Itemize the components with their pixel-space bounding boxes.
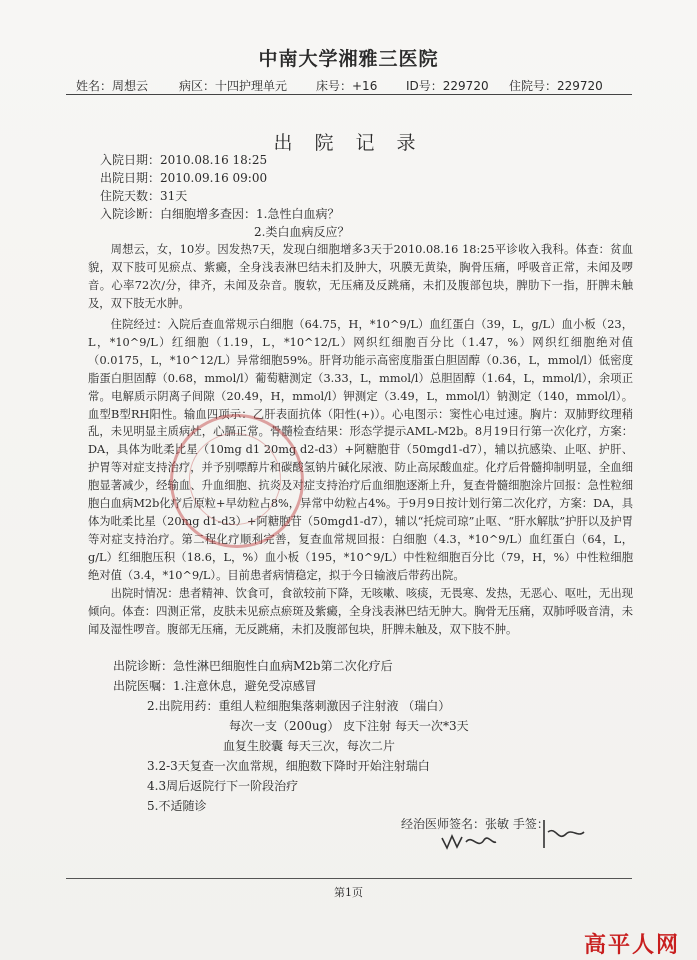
page-number: 第1页	[334, 886, 363, 899]
discharge-diagnosis: 出院诊断：急性淋巴细胞性白血病M2b第二次化疗后	[113, 659, 393, 673]
discharge-orders-2-dose: 每次一支（200ug） 皮下注射 每天一次*3天	[229, 719, 469, 733]
discharge-orders-4: 4.3周后返院行下一阶段治疗	[147, 779, 299, 793]
hospital-name: 中南大学湘雅三医院	[258, 48, 439, 70]
handwritten-signature-2	[538, 816, 588, 852]
admit-date: 入院日期：2010.08.16 18:25	[100, 153, 268, 167]
ward: 病区：十四护理单元	[179, 79, 288, 93]
admission-number: 住院号：229720	[509, 79, 603, 93]
discharge-orders-3: 3.2-3天复查一次血常规，细胞数下降时开始注射瑞白	[147, 759, 430, 773]
discharge-orders-5: 5.不适随诊	[147, 799, 207, 813]
patient-name: 姓名：周想云	[76, 79, 149, 93]
admission-diagnosis-2: 2.类白血病反应？	[254, 225, 350, 239]
doctor-signature-label: 经治医师签名：张敏 手签：	[401, 817, 549, 831]
document-title: 出 院 记 录	[273, 132, 424, 154]
bed-number: 床号：+16	[316, 79, 378, 93]
discharge-orders-2-drug2: 血复生胶囊 每天三次，每次二片	[223, 739, 395, 753]
discharge-date: 出院日期：2010.09.16 09:00	[100, 171, 268, 185]
course-paragraph: 住院经过：入院后查血常规示白细胞（64.75，H，*10^9/L）血红蛋白（39，L，g/L）血小板（23，L，*10^9/L）红细胞（1.19，L，*10^12/L）网织红细胞百分比（1.47，%）网织红细胞绝对值（0.0175，L，*10^12/L）异常细胞59%。肝肾功能示高密度脂蛋白胆固醇（0.36，L，mmol/l）低密度脂蛋白胆固醇（0.68，mmol/l）葡萄糖测定（3.33，L，mmol/l）总胆固醇（1.64，L，mmol/l），余项正常。电解质示阴离子间隙（20.49，H，mmol/l）钾测定（3.49，L，mmol/l）钠测定（140，mmol/l）。血型B型RH阳性。输血四项示：乙肝表面抗体（阳性(+)）。心电图示：窦性心电过速。胸片：双肺野纹理稍乱，未见明显主质病灶，心膈正常。骨髓检查结果：形态学提示AML-M2b。8月19日行第一次化疗，方案：DA，具体为吡柔比星（10mg d1 20mg d2-d3）+阿糖胞苷（50mgd1-d7），辅以抗感染、止呕、护肝、护胃等对症支持治疗，并予别嘌醇片和碳酸氢钠片碱化尿液、防止高尿酸血症。化疗后骨髓抑制明显，全血细胞显著减少，经输血、升血细胞、抗炎及对症支持治疗后血细胞逐渐上升，复查骨髓细胞涂片回报：急性粒细胞白血病M2b化疗后原粒+早幼粒占8%，异常中幼粒占4%。于9月9日按计划行第二次化疗，方案：DA，具体为吡柔比星（20mg d1-d3）+阿糖胞苷（50mgd1-d7），辅以“托烷司琼”止呕、“肝水解肽”护肝以及护胃等对症支持治疗。第二程化疗顺利完善，复查血常规回报：白细胞（4.3，*10^9/L）血红蛋白（64，L，g/L）红细胞压积（18.6，L，%）血小板（195，*10^9/L）中性粒细胞百分比（79，H，%）中性粒细胞绝对值（3.4，*10^9/L）。目前患者病情稳定，拟于今日输液后带药出院。	[88, 318, 633, 582]
patient-id: ID号：229720	[406, 79, 489, 93]
handwritten-signature-1	[438, 828, 498, 854]
watermark-logo: 高平人网	[584, 933, 681, 958]
discharge-status-paragraph: 出院时情况：患者精神、饮食可，食欲较前下降，无咳嗽、咳痰，无畏寒、发热，无恶心、呕吐，无出现倾向。体查：四测正常，皮肤未见瘀点瘀斑及紫癜，全身浅表淋巴结无肿大。胸骨无压痛，双肺呼吸音清，未闻及湿性啰音。腹部无压痛，无反跳痛，未扪及腹部包块，肝脾未触及，双下肢不肿。	[88, 587, 633, 636]
hospital-days: 住院天数：31天	[100, 189, 188, 203]
patient-info-bar	[66, 74, 632, 95]
admission-diagnosis: 入院诊断：白细胞增多查因：1.急性白血病？	[100, 207, 340, 221]
discharge-orders-2: 2.出院用药：重组人粒细胞集落刺激因子注射液 （瑞白）	[147, 699, 451, 713]
history-paragraph: 周想云，女，10岁。因发热7天，发现白细胞增多3天于2010.08.16 18:25平诊收入我科。体查：贫血貌，双下肢可见瘀点、紫癜，全身浅表淋巴结未扪及肿大，巩膜无黄染，胸骨压痛，呼吸音正常，未闻及啰音。心率72次/分，律齐，未闻及杂音。腹软，无压痛及反跳痛，未扪及腹部包块，脾肋下一指，肝脾未触及，双下肢无水肿。	[88, 243, 633, 310]
hospital-seal	[170, 414, 304, 548]
discharge-orders-1: 出院医嘱：1.注意休息，避免受凉感冒	[113, 679, 317, 693]
footer-divider	[66, 878, 632, 879]
